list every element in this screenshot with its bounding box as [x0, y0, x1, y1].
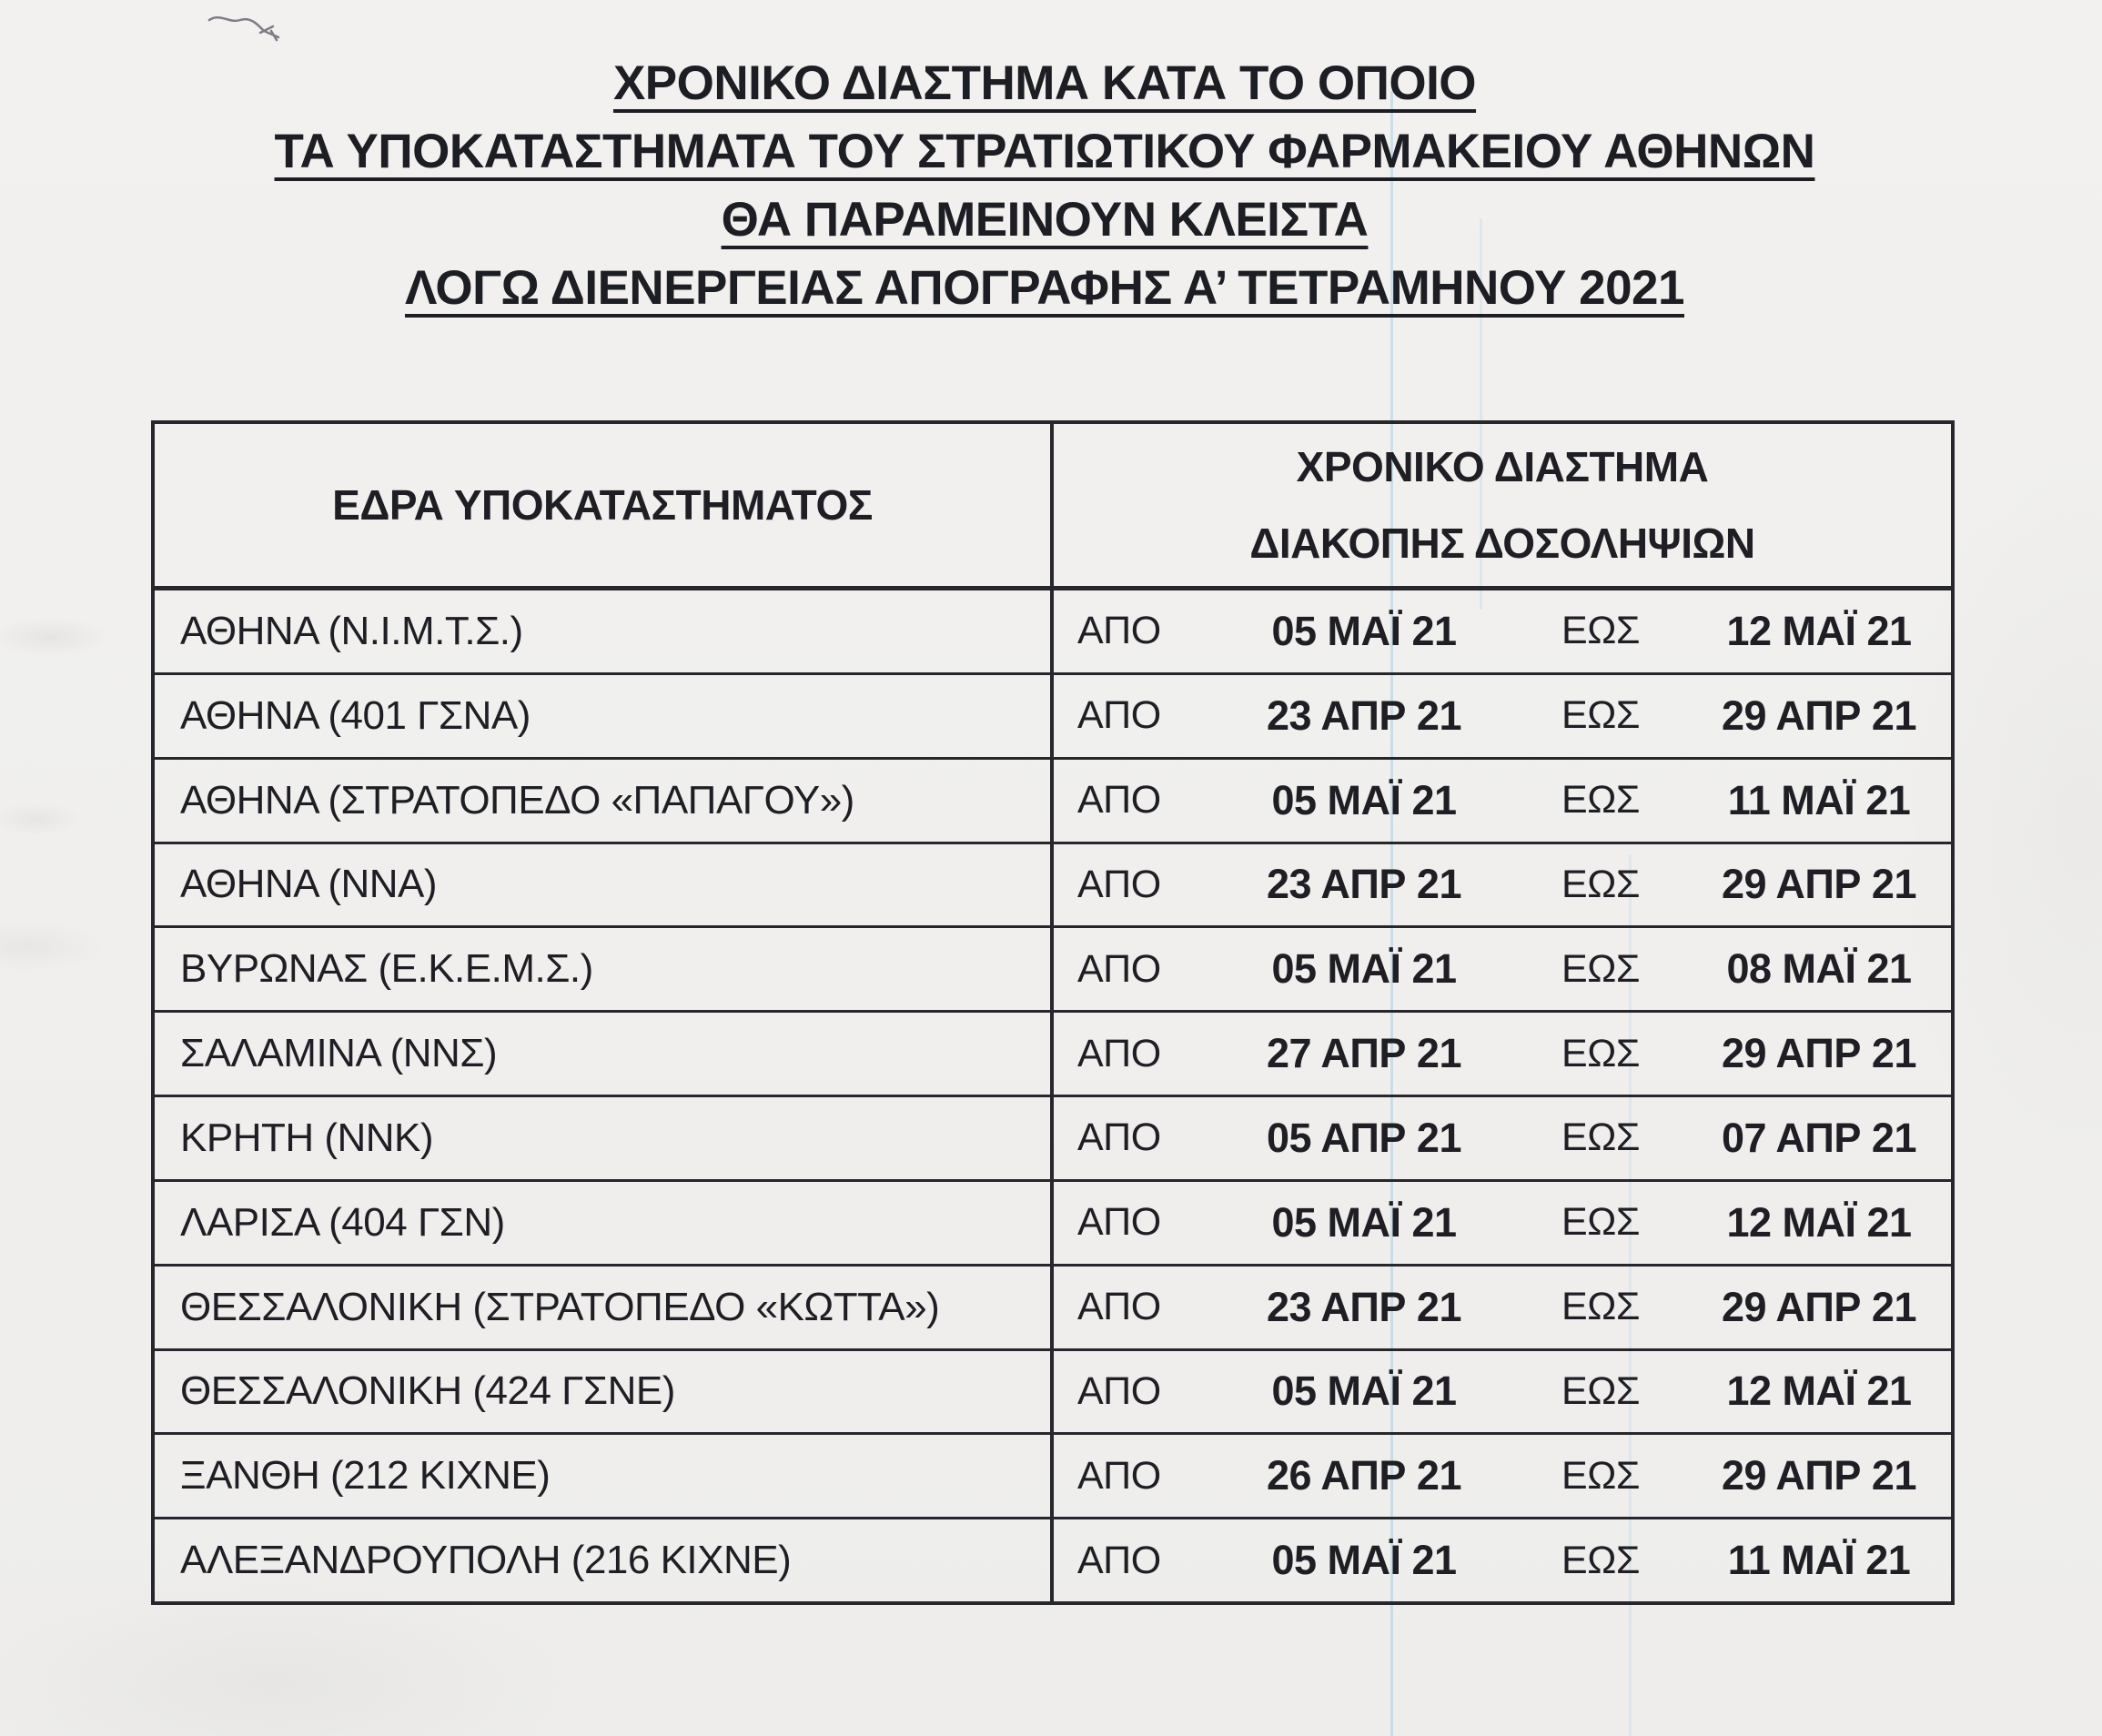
- period-cell: [1054, 1097, 1951, 1179]
- period-header-cell: [1054, 424, 1951, 586]
- from-date: 23 ΑΠΡ 21: [1267, 861, 1461, 908]
- branch-header-label: ΕΔΡΑ ΥΠΟΚΑΤΑΣΤΗΜΑΤΟΣ: [332, 481, 873, 529]
- to-label: ΕΩΣ: [1561, 1453, 1640, 1498]
- branch-name-cell: [155, 760, 1054, 842]
- from-label: ΑΠΟ: [1077, 1200, 1161, 1245]
- period-cell: [1054, 590, 1951, 672]
- to-label: ΕΩΣ: [1561, 1200, 1640, 1245]
- table-row: [155, 1432, 1951, 1517]
- table-header-row: [155, 424, 1951, 588]
- document-title: [0, 49, 2089, 322]
- from-date: 05 ΜΑΪ 21: [1271, 1368, 1457, 1415]
- to-label: ΕΩΣ: [1561, 862, 1640, 906]
- branch-name: ΘΕΣΣΑΛΟΝΙΚΗ (ΣΤΡΑΤΟΠΕΔΟ «ΚΩΤΤΑ»): [180, 1284, 940, 1329]
- to-date: 12 ΜΑΪ 21: [1726, 607, 1912, 654]
- from-date: 27 ΑΠΡ 21: [1267, 1030, 1461, 1077]
- period-header-line-1: ΧΡΟΝΙΚΟ ΔΙΑΣΤΗΜΑ: [1296, 443, 1709, 490]
- to-label: ΕΩΣ: [1561, 1285, 1640, 1329]
- to-date: 08 ΜΑΪ 21: [1726, 945, 1912, 993]
- to-label: ΕΩΣ: [1561, 609, 1640, 653]
- to-date: 11 ΜΑΪ 21: [1727, 1537, 1911, 1584]
- to-date: 11 ΜΑΪ 21: [1727, 776, 1911, 823]
- from-label: ΑΠΟ: [1077, 1368, 1161, 1413]
- table-row: [155, 925, 1951, 1010]
- period-cell: [1054, 1519, 1951, 1601]
- branch-name: ΑΘΗΝΑ (Ν.Ι.Μ.Τ.Σ.): [180, 608, 523, 653]
- branch-name: ΘΕΣΣΑΛΟΝΙΚΗ (424 ΓΣΝΕ): [180, 1368, 675, 1414]
- period-cell: [1054, 1182, 1951, 1264]
- from-label: ΑΠΟ: [1077, 693, 1161, 738]
- from-date: 05 ΜΑΪ 21: [1271, 607, 1457, 654]
- branch-name: ΑΘΗΝΑ (ΣΤΡΑΤΟΠΕΔΟ «ΠΑΠΑΓΟΥ»): [180, 777, 854, 823]
- branch-name: ΑΘΗΝΑ (401 ΓΣΝΑ): [180, 692, 531, 738]
- branch-name: ΞΑΝΘΗ (212 ΚΙΧΝΕ): [180, 1453, 551, 1499]
- period-cell: [1054, 1267, 1951, 1348]
- to-label: ΕΩΣ: [1561, 778, 1640, 823]
- branch-name-cell: [155, 675, 1054, 757]
- branch-name: ΚΡΗΤΗ (ΝΝΚ): [180, 1115, 434, 1160]
- period-cell: [1054, 928, 1951, 1010]
- period-cell: [1054, 1013, 1951, 1095]
- to-label: ΕΩΣ: [1561, 1115, 1640, 1160]
- to-label: ΕΩΣ: [1561, 693, 1640, 738]
- branch-name: ΒΥΡΩΝΑΣ (Ε.Κ.Ε.Μ.Σ.): [180, 946, 593, 992]
- branch-name-cell: [155, 1435, 1054, 1517]
- to-date: 29 ΑΠΡ 21: [1722, 1452, 1916, 1499]
- to-date: 29 ΑΠΡ 21: [1722, 861, 1916, 908]
- from-label: ΑΠΟ: [1077, 946, 1161, 991]
- to-label: ΕΩΣ: [1561, 946, 1640, 991]
- period-cell: [1054, 675, 1951, 757]
- to-date: 29 ΑΠΡ 21: [1722, 691, 1916, 739]
- to-label: ΕΩΣ: [1561, 1031, 1640, 1075]
- from-date: 05 ΑΠΡ 21: [1267, 1114, 1461, 1161]
- from-label: ΑΠΟ: [1077, 1031, 1161, 1075]
- period-header-line-2: ΔΙΑΚΟΠΗΣ ΔΟΣΟΛΗΨΙΩΝ: [1249, 520, 1755, 567]
- to-date: 12 ΜΑΪ 21: [1726, 1368, 1912, 1415]
- branch-name-cell: [155, 1013, 1054, 1095]
- title-line-2: ΤΑ ΥΠΟΚΑΤΑΣΤΗΜΑΤΑ ΤΟΥ ΣΤΡΑΤΙΩΤΙΚΟΥ ΦΑΡΜΑΚΕΙΟΥ ΑΘΗΝΩΝ: [274, 125, 1815, 178]
- branch-name-cell: [155, 1097, 1054, 1179]
- period-cell: [1054, 1351, 1951, 1433]
- closure-periods-table: [151, 420, 1955, 1605]
- table-row: [155, 1348, 1951, 1433]
- table-row: [155, 1095, 1951, 1179]
- title-line-3: ΘΑ ΠΑΡΑΜΕΙΝΟΥΝ ΚΛΕΙΣΤΑ: [721, 193, 1369, 247]
- from-date: 23 ΑΠΡ 21: [1267, 1283, 1461, 1330]
- from-date: 23 ΑΠΡ 21: [1267, 691, 1461, 739]
- to-date: 07 ΑΠΡ 21: [1722, 1114, 1916, 1161]
- table-row: [155, 1179, 1951, 1264]
- from-label: ΑΠΟ: [1077, 1285, 1161, 1329]
- from-date: 05 ΜΑΪ 21: [1271, 1537, 1457, 1584]
- table-row: [155, 1264, 1951, 1348]
- from-label: ΑΠΟ: [1077, 862, 1161, 906]
- to-date: 29 ΑΠΡ 21: [1722, 1283, 1916, 1330]
- to-label: ΕΩΣ: [1561, 1538, 1640, 1582]
- to-date: 29 ΑΠΡ 21: [1722, 1030, 1916, 1077]
- to-date: 12 ΜΑΪ 21: [1726, 1198, 1912, 1246]
- period-cell: [1054, 1435, 1951, 1517]
- table-row: [155, 1517, 1951, 1601]
- table-row: [155, 672, 1951, 757]
- to-label: ΕΩΣ: [1561, 1368, 1640, 1413]
- from-label: ΑΠΟ: [1077, 1115, 1161, 1160]
- branch-name-cell: [155, 1519, 1054, 1601]
- from-date: 05 ΜΑΪ 21: [1271, 945, 1457, 993]
- branch-header-cell: [155, 424, 1054, 586]
- table-row: [155, 588, 1951, 672]
- branch-name-cell: [155, 1182, 1054, 1264]
- from-date: 05 ΜΑΪ 21: [1271, 1198, 1457, 1246]
- table-row: [155, 842, 1951, 926]
- branch-name-cell: [155, 844, 1054, 926]
- table-row: [155, 1010, 1951, 1095]
- branch-name-cell: [155, 1267, 1054, 1348]
- pen-squiggle-mark: [207, 9, 289, 45]
- from-label: ΑΠΟ: [1077, 609, 1161, 653]
- branch-name-cell: [155, 590, 1054, 672]
- branch-name: ΛΑΡΙΣΑ (404 ΓΣΝ): [180, 1199, 505, 1245]
- title-line-1: ΧΡΟΝΙΚΟ ΔΙΑΣΤΗΜΑ ΚΑΤΑ ΤΟ ΟΠΟΙΟ: [612, 56, 1477, 110]
- branch-name: ΣΑΛΑΜΙΝΑ (ΝΝΣ): [180, 1031, 498, 1076]
- from-date: 05 ΜΑΪ 21: [1271, 776, 1457, 823]
- branch-name: ΑΘΗΝΑ (ΝΝΑ): [180, 862, 438, 907]
- title-line-4: ΛΟΓΩ ΔΙΕΝΕΡΓΕΙΑΣ ΑΠΟΓΡΑΦΗΣ Α’ ΤΕΤΡΑΜΗΝΟΥ 2021: [404, 261, 1684, 315]
- period-cell: [1054, 844, 1951, 926]
- from-label: ΑΠΟ: [1077, 1453, 1161, 1498]
- branch-name: ΑΛΕΞΑΝΔΡΟΥΠΟΛΗ (216 ΚΙΧΝΕ): [180, 1538, 792, 1583]
- table-row: [155, 757, 1951, 842]
- period-cell: [1054, 760, 1951, 842]
- branch-name-cell: [155, 928, 1054, 1010]
- from-date: 26 ΑΠΡ 21: [1267, 1452, 1461, 1499]
- branch-name-cell: [155, 1351, 1054, 1433]
- from-label: ΑΠΟ: [1077, 1538, 1161, 1582]
- from-label: ΑΠΟ: [1077, 778, 1161, 823]
